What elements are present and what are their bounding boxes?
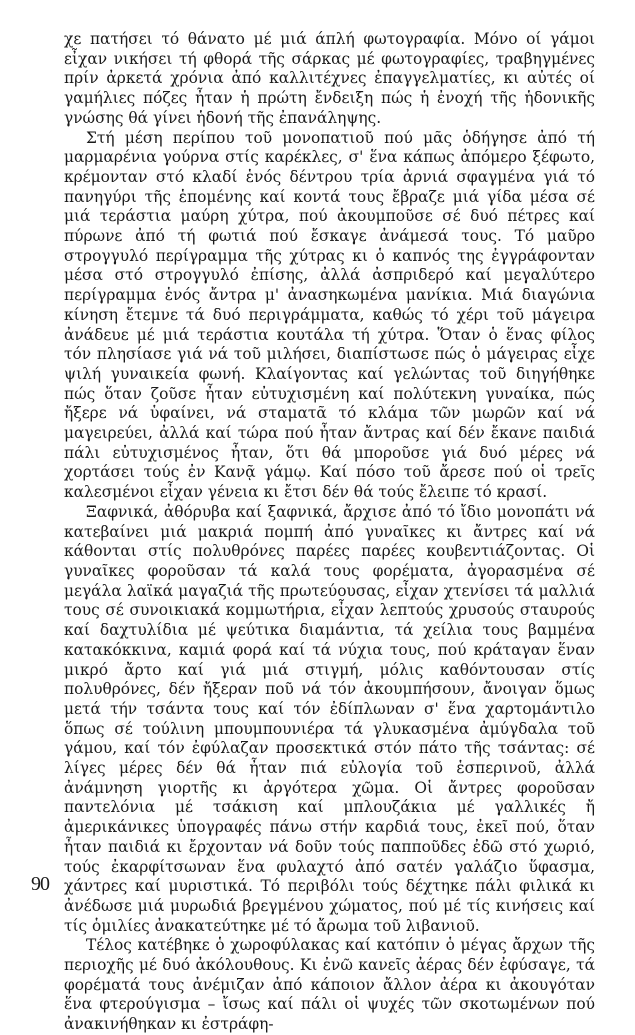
paragraph-procession: Ξαφνικά, ἀθόρυβα καί ξαφνικά, ἄρχισε ἀπό τό ἴδιο μονοπάτι νά κατεβαίνει μιά μακριά πομπή ἀπό γυναῖκες κι ἄντρες καί νά κάθονται στίς πολυθρόνες παρέες παρέες κουβεντιάζοντας. Οἱ γυναῖκες φοροῦσαν τά καλά τους φορέματα, ἀγορασμένα σέ μεγάλα λαϊκά μαγαζιά τῆς πρωτεύουσας, εἶχαν χτενίσει τά μαλλιά τους σέ συνοικιακά κομμωτήρια, εἶχαν λεπτούς χρυσούς σταυρούς καί δαχτυλίδια μέ ψεύτικα διαμάντια, τά χείλια τους βαμμένα κατακόκκινα, καμιά φορά καί τά νύχια τους, πού κράταγαν ἕναν μικρό ἄρτο καί γιά μιά στιγμή, μόλις καθόντουσαν στίς πολυθρόνες, δέν ἤξεραν ποῦ νά τόν ἀκουμπήσουν, ἄνοιγαν ὅμως μετά τήν τσάντα τους καί τόν ἐδίπλωναν σ' ἕνα χαρτομάντιλο ὅπως σέ τούλινη μπουμπουνιέρα τά γλυκασμένα ἀμύγδαλα τοῦ γάμου, καί τόν ἐφύλαζαν προσεκτικά στόν πάτο τῆς τσάντας: σέ λίγες μέρες δέν θά ἦταν πιά εὐλογία τοῦ ἑσπερινοῦ, ἀλλά ἀνάμνηση γιορτῆς κι ἀργότερα χῶμα. Οἱ ἄντρες φοροῦσαν παντελόνια μέ τσάκιση καί μπλουζάκια μέ γαλλικές ἤ ἀμερικάνικες ὑπογραφές πάνω στήν καρδιά τους, ἐκεῖ πού, ὅταν ἦταν παιδιά κι ἔρχονταν νά δοῦν τούς παπποῦδες ἐδῶ στό χωριό, τούς ἐκαρφίτσωναν ἕνα φυλαχτό ἀπό σατέν γαλάζιο ὕφασμα, χάντρες καί μυριστικά. Τό περιβόλι τούς δέχτηκε πάλι φιλικά κι ἀνέδωσε μιά μυρωδιά βρεγμένου χώματος, πού μέ τίς κινήσεις καί τίς ὁμιλίες ἀνακατεύτηκε μέ τό ἄρωμα τοῦ λιβανιοῦ. (64, 502, 595, 935)
paragraph-cook-scene: Στή μέση περίπου τοῦ μονοπατιοῦ πού μᾶς ὁδήγησε ἀπό τή μαρμαρένια γούρνα στίς καρέκλες, σ' ἕνα κάπως ἀπόμερο ξέφωτο, κρέμονταν στό κλαδί ἑνός δέντρου τρία ἀρνιά σφαγμένα γιά τό πανηγύρι τῆς ἑπομένης καί κοντά τους ἔβραζε μιά γίδα μέσα σέ μιά τεράστια μαύρη χύτρα, πού ἀκουμποῦσε σέ δυό πέτρες καί πύρωνε ἀπό τή φωτιά πού ἔσκαγε ἀνάμεσά τους. Τό μαῦρο στρογγυλό περίγραμμα τῆς χύτρας κι ὁ καπνός της ἐγγράφονταν μέσα στό στρογγυλό ἐπίσης, ἀλλά ἀσπριδερό καί μεγαλύτερο περίγραμμα ἑνός ἄντρα μ' ἀνασηκωμένα μανίκια. Μιά διαγώνια κίνηση ἔτεμνε τά δυό περιγράμματα, καθώς τό χέρι τοῦ μάγειρα ἀνάδευε μέ μιά τεράστια κουτάλα τή χύτρα. Ὅταν ὁ ἕνας φίλος τόν πλησίασε γιά νά τοῦ μιλήσει, διαπίστωσε πώς ὁ μάγειρας εἶχε ψιλή γυναικεία φωνή. Κλαίγοντας καί γελώντας τοῦ διηγήθηκε πώς ὅταν ζοῦσε ἦταν εὐτυχισμένη καί πολύτεκνη γυναίκα, πώς ἤξερε νά ὑφαίνει, νά σταματᾶ τό κλάμα τῶν μωρῶν καί νά μαγειρεύει, ἀλλά καί τώρα πού ἦταν ἄντρας καί δέν ἔκανε παιδιά πάλι εὐτυχισμένος ἦταν, ὅτι θά μποροῦσε γιά δυό μέρες νά χορτάσει τούς ἐν Κανᾷ γάμῳ. Καί πόσο τοῦ ἄρεσε πού οἱ τρεῖς καλεσμένοι εἶχαν γένεια κι ἔτσι δέν θά τούς ἔλειπε τό κρασί. (64, 128, 595, 502)
paragraph-archon-arrival: Τέλος κατέβηκε ὁ χωροφύλακας καί κατόπιν ὁ μέγας ἄρχων τῆς περιοχῆς μέ δυό ἀκόλουθους. Κι ἐνῶ κανεῖς ἀέρας δέν ἐφύσαγε, τά φορέματά τους ἀνέμιζαν ἀπό κάποιον ἄλλον ἀέρα κι ἀκουγόταν ἕνα φτερούγισμα – ἴσως καί πάλι οἱ ψυχές τῶν σκοτωμένων πού ἀνακινήθηκαν κι ἐστράφη- (64, 936, 595, 1034)
paragraph-continued: χε πατήσει τό θάνατο μέ μιά άπλή φωτογραφία. Μόνο οί γάμοι εἶχαν νικήσει τή φθορά τῆς σάρκας μέ φωτογραφίες, τραβηγμένες πρίν ἀρκετά χρόνια ἀπό καλλιτέχνες ἐπαγγελματίες, κι αὐτές οί γαμήλιες πόζες ἦταν ἡ πρώτη ἔνδειξη πώς ἡ ἐνοχή τῆς ἡδονικῆς γνώσης θά γίνει ἡδονή τῆς ἐπανάληψης. (64, 30, 595, 127)
page-body-text (64, 30, 595, 1035)
page-number: 90 (31, 873, 49, 895)
